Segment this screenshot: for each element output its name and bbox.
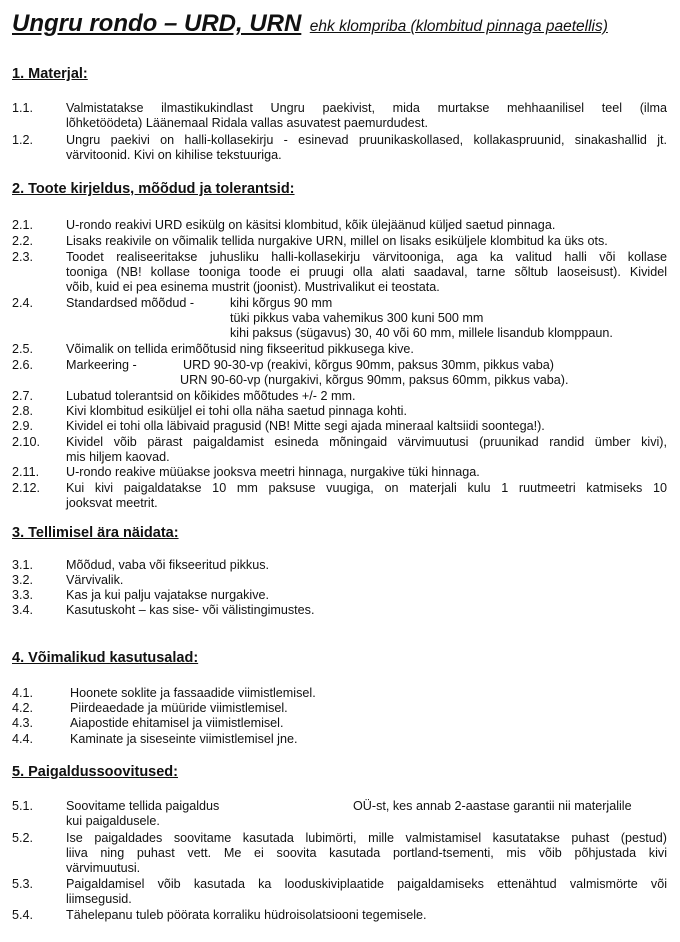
item-text: URN 90-60-vp (nurgakivi, kõrgus 90mm, paksus 60mm, pikkus vaba). [180,373,569,387]
item-text: Ungru paekivi on halli-kollasekirju - esinevad pruunikaskollased, kollakaspruunid, sinakashallid jt. [66,133,667,147]
item-number: 3.1. [12,558,34,572]
item-text: Kaminate ja siseseinte viimistlemisel jne. [70,732,298,746]
section-heading-4: 4. Võimalikud kasutusalad: [12,650,199,666]
item-text: Tähelepanu tuleb pöörata korraliku hüdroisolatsiooni tegemisele. [66,908,427,922]
item-number: 2.11. [12,465,40,479]
item-number: 2.3. [12,250,34,264]
item-text: kihi kõrgus 90 mm [230,296,333,310]
item-text: U-rondo reakive müüakse jooksva meetri hinnaga, nurgakive tüki hinnaga. [66,465,480,479]
item-number: 2.2. [12,234,34,248]
section-heading-5: 5. Paigaldussoovitused: [12,764,178,780]
item-number: 4.3. [12,716,34,730]
item-number: 2.1. [12,218,34,232]
item-number: 2.9. [12,419,34,433]
title-main: Ungru rondo – URD, URN [12,10,302,37]
item-text: URD 90-30-vp (reakivi, kõrgus 90mm, paksus 30mm, pikkus vaba) [183,358,554,372]
item-number: 2.5. [12,342,34,356]
item-text: Paigaldamisel võib kasutada ka looduskiviplaatide paigaldamiseks ettenähtud valmismörte või [66,877,667,891]
document-title [12,10,608,38]
item-text: Värvivalik. [66,573,124,587]
item-text: tooniga (NB! kollase tooniga toode ei pruugi olla alati saadaval, tarne sõltub laoseisust). Kividel [66,265,667,279]
item-text: kihi paksus (sügavus) 30, 40 või 60 mm, millele lisandub klomppaun. [230,326,613,340]
item-text: Lisaks reakivile on võimalik tellida nurgakive URN, millel on lisaks esiküljele klombitud ka üks ots. [66,234,608,248]
item-text: Aiapostide ehitamisel ja viimistlemisel. [70,716,284,730]
item-label: Markeering - [66,358,137,372]
item-text: liimsegusid. [66,892,132,906]
item-number: 4.4. [12,732,34,746]
item-number: 4.2. [12,701,34,715]
section-heading-3: 3. Tellimisel ära näidata: [12,525,179,541]
item-text: tüki pikkus vaba vahemikus 300 kuni 500 mm [230,311,484,325]
item-number: 3.3. [12,588,34,602]
item-text: Kui kivi paigaldatakse 10 mm paksuse vuugiga, on materjali kulu 1 ruutmeetri katmiseks 10 [66,481,667,495]
item-label: Standardsed mõõdud - [66,296,195,310]
item-text: värvimuutusi. [66,861,141,875]
item-text: Piirdeaedade ja müüride viimistlemisel. [70,701,288,715]
item-text: kui paigaldusele. [66,814,160,828]
item-text: jooksvat meetrit. [66,496,158,510]
item-number: 4.1. [12,686,34,700]
item-text: Kividel võib pärast paigaldamist esineda mõningaid värvimuutusi (pruunikad randid ümber kivi), [66,435,667,449]
item-text: Valmistatakse ilmastikukindlast Ungru paekivist, mida murtakse mehhaanilisel teel (ilma [66,101,667,115]
item-text: lõhketöödeta) Läänemaal Ridala vallas asuvatest paemurdudest. [66,116,428,130]
item-text: Mõõdud, vaba või fikseeritud pikkus. [66,558,270,572]
title-subtitle: ehk klompriba (klombitud pinnaga paetellis) [309,18,608,35]
item-number: 2.7. [12,389,34,403]
section-heading-2: 2. Toote kirjeldus, mõõdud ja tolerantsid: [12,181,295,197]
item-number: 2.8. [12,404,34,418]
item-text: Hoonete soklite ja fassaadide viimistlemisel. [70,686,316,700]
item-number: 5.4. [12,908,34,922]
item-number: 3.4. [12,603,34,617]
item-text: U-rondo reakivi URD esikülg on käsitsi klombitud, kõik ülejäänud küljed saetud pinnaga. [66,218,556,232]
item-text: Kas ja kui palju vajatakse nurgakive. [66,588,270,602]
item-text: võib, kuid ei pea esinema mustrit (joonist). Mustrivalikut ei teostata. [66,280,440,294]
item-number: 2.12. [12,481,41,495]
item-text: Kivi klombitud esiküljel ei tohi olla näha saetud pinnaga kohti. [66,404,407,418]
item-number: 1.1. [12,101,34,115]
item-number: 1.2. [12,133,34,147]
item-number: 3.2. [12,573,34,587]
item-text: Kividel ei tohi olla läbivaid pragusid (NB! Mitte segi ajada mineraal kaltsiidi soontega!). [66,419,545,433]
item-number: 2.4. [12,296,34,310]
item-number: 2.6. [12,358,34,372]
item-text: Võimalik on tellida erimõõtusid ning fikseeritud pikkusega kive. [66,342,414,356]
item-number: 5.1. [12,799,34,813]
item-text: liiva ning puhast vett. Me ei soovita kasutada portland-tsementi, mis võib põhjustada kivi [66,846,667,860]
item-number: 5.2. [12,831,34,845]
item-text: Lubatud tolerantsid on kõikides mõõtudes +/- 2 mm. [66,389,356,403]
section-heading-1: 1. Materjal: [12,66,88,82]
item-text: värvitoonid. Kivi on kihilise tekstuuriga. [66,148,282,162]
item-text: Kasutuskoht – kas sise- või välistingimustes. [66,603,315,617]
item-text: Soovitame tellida paigaldus [66,799,220,813]
item-text: Ise paigaldades soovitame kasutada lubimörti, mille valmistamisel kasutatakse puhast (pestud) [66,831,667,845]
item-number: 5.3. [12,877,34,891]
item-text: mis hiljem kaovad. [66,450,170,464]
item-text: OÜ-st, kes annab 2-aastase garantii nii materjalile [353,799,632,813]
item-number: 2.10. [12,435,41,449]
item-text: Toodet realiseeritakse juhusliku halli-kollasekirju värvitooniga, aga ka valitud halli või kollase [66,250,667,264]
